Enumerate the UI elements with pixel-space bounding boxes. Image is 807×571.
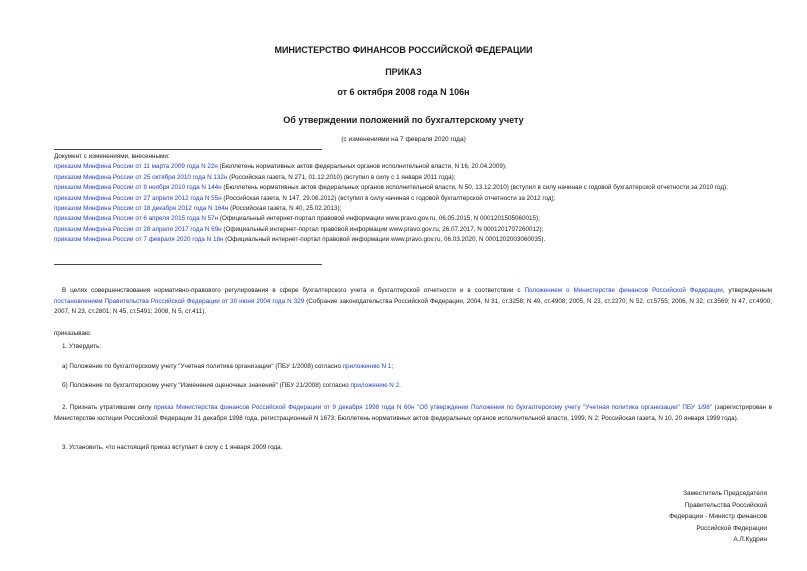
doc-type-heading: ПРИКАЗ [385, 67, 422, 77]
list-item: приказом Минфина России от 25 октября 2010 года N 132н (Российская газета, N 271, 01.12.2010) (вступил в силу с 1 января 2011 года); [54, 173, 456, 181]
regulation-link[interactable]: Положением о Министерстве финансов Российской Федерации [524, 287, 723, 294]
date-number-heading: от 6 октября 2008 года N 106н [337, 87, 470, 97]
list-item: приказом Минфина России от 11 марта 2009 года N 22н (Бюллетень нормативных актов федеральных органов исполнительной власти, N 16, 20.04.2009); [54, 163, 507, 171]
top-divider [54, 149, 322, 150]
list-item: приказом Минфина России от 18 декабря 2012 года N 164н (Российская газета, N 40, 25.02.2013); [54, 205, 342, 213]
signer-title-line: Федерации - Министр финансов [669, 513, 767, 521]
amendment-link[interactable]: приказом Минфина России от 7 февраля 2020 года N 18н [54, 236, 224, 244]
ministry-heading: МИНИСТЕРСТВО ФИНАНСОВ РОССИЙСКОЙ ФЕДЕРАЦИИ [274, 45, 533, 55]
signer-title-line: Заместитель Председателя [683, 490, 767, 497]
item-1a: а) Положение по бухгалтерскому учету "Учетная политика организации" (ПБУ 1/2008) согласно приложению N 1; [62, 363, 394, 370]
repealed-order-link[interactable]: приказ Министерства финансов Российской Федерации от 9 декабря 1998 года N 60н "Об утверждении Положения по бухгалтерскому учету "Учетная политика организации" ПБУ 1/98" [153, 404, 712, 411]
list-item: приказом Минфина России от 7 февраля 2020 года N 18н (Официальный интернет-портал правовой информации www.pravo.gov.ru, 06.03.2020, N 0001202003060035). [54, 236, 546, 244]
item-3: 3. Установить, что настоящий приказ вступает в силу с 1 января 2009 года. [62, 444, 283, 451]
amendment-link[interactable]: приказом Минфина России от 27 апреля 2012 года N 55н [54, 194, 222, 202]
item-2: 2. Признать утратившим силу приказ Министерства финансов Российской Федерации от 9 декабря 1998 года N 60н "Об утверждении Положения по бухгалтерскому учету "Учетная политика организации" ПБУ 1/98" (зарегистрирован в Министерстве юстиции Российской Федерации 31 декабря 1998 года, регистрационный N 1673; Бюллетень нормативных актов федеральных органов исполнительной власти, 1999, N 2; Российская газета, N 10, 20 января 1999 года). [54, 404, 772, 422]
list-item: приказом Минфина России от 6 апреля 2015 года N 57н (Официальный интернет-портал правовой информации www.pravo.gov.ru, 06.05.2015, N 0001201505060015); [54, 215, 540, 223]
page-title: Об утверждении положений по бухгалтерскому учету [283, 115, 524, 125]
bottom-divider [54, 264, 322, 265]
changes-intro: Документ с изменениями, внесенными: [54, 153, 170, 160]
amendment-link[interactable]: приказом Минфина России от 6 апреля 2015 года N 57н [54, 215, 219, 223]
amendment-link[interactable]: приказом Минфина России от 28 апреля 2017 года N 69н [54, 225, 222, 233]
government-decree-link[interactable]: постановлением Правительства Российской Федерации от 30 июня 2004 года N 329 [54, 297, 305, 305]
revision-note: (с изменениями на 7 февраля 2020 года) [341, 136, 466, 143]
amendment-link[interactable]: приказом Минфина России от 18 декабря 2012 года N 164н [54, 205, 229, 213]
changes-list [54, 152, 772, 246]
appendix-2-link[interactable]: приложению N 2 [350, 382, 400, 389]
amendment-link[interactable]: приказом Минфина России от 11 марта 2009 года N 22н [54, 163, 218, 171]
item-1: 1. Утвердить: [62, 343, 102, 350]
signer-title-line: Правительства Российской [684, 501, 767, 509]
amendment-link[interactable]: приказом Минфина России от 8 ноября 2010 года N 144н [54, 184, 222, 192]
signature-block [567, 488, 767, 546]
order-word: приказываю: [54, 330, 92, 337]
signer-name: А.Л.Кудрин [733, 536, 767, 544]
amendment-link[interactable]: приказом Минфина России от 25 октября 2010 года N 132н [54, 173, 228, 181]
list-item: приказом Минфина России от 8 ноября 2010 года N 144н (Бюллетень нормативных актов федеральных органов исполнительной власти, N 50, 13.12.2010) (вступил в силу начиная с годовой бухгалтерской отчетности за 2010 год); [54, 184, 728, 192]
preamble-paragraph: В целях совершенствования нормативно-правового регулирования в сфере бухгалтерского учета и бухгалтерской отчетности и в соответствии с Положением о Министерстве финансов Российской Федерации, утвержденным постановлением Правительства Российской Федерации от 30 июня 2004 года N 329 (Собрание законодательства Российской Федерации, 2004, N 31, ст.3258; N 49, ст.4908; 2005, N 23, ст.2270; N 52, ст.5755; 2006, N 32, ст.3569; N 47, ст.4900; 2007, N 23, ст.2801; N 45, ст.5491; 2008, N 5, ст.411), [54, 287, 772, 316]
item-1b: б) Положение по бухгалтерскому учету "Изменения оценочных значений" (ПБУ 21/2008) согласно приложению N 2. [62, 382, 401, 389]
appendix-1-link[interactable]: приложению N 1 [342, 363, 392, 370]
list-item: приказом Минфина России от 27 апреля 2012 года N 55н (Российская газета, N 147, 29.06.2012) (вступил в силу начиная с годовой бухгалтерской отчетности за 2012 год); [54, 194, 556, 202]
signer-title-line: Российской Федерации [696, 524, 767, 532]
list-item: приказом Минфина России от 28 апреля 2017 года N 69н (Официальный интернет-портал правовой информации www.pravo.gov.ru, 26.07.2017, N 0001201707260012); [54, 225, 544, 233]
